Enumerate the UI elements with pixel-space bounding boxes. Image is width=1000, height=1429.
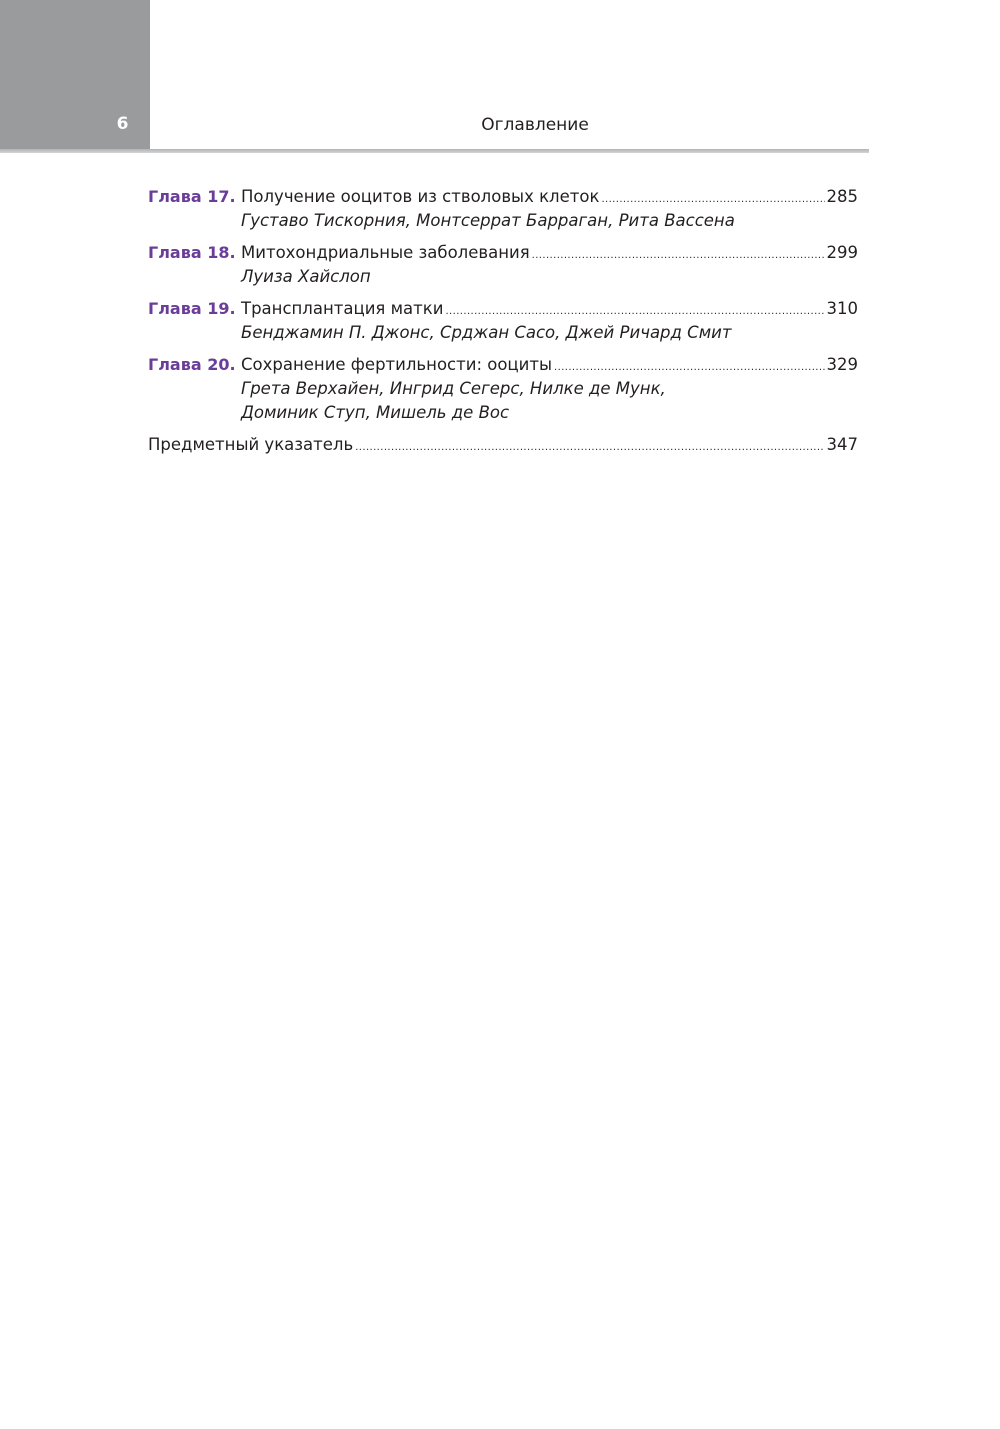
toc-entry-chapter-18[interactable] <box>148 241 858 289</box>
chapter-authors: Густаво Тискорния, Монтсеррат Барраган, Рита Вассена <box>241 211 735 230</box>
running-title: Оглавление <box>481 115 589 135</box>
page-ref: 310 <box>826 299 858 318</box>
toc-entry-chapter-17[interactable] <box>148 185 858 233</box>
chapter-title: Получение ооцитов из стволовых клеток <box>241 187 600 206</box>
index-title: Предметный указатель <box>148 435 354 454</box>
toc-entry-index[interactable] <box>148 433 858 457</box>
toc-entry-chapter-19[interactable] <box>148 297 858 345</box>
header-rule <box>0 149 869 153</box>
chapter-authors: Бенджамин П. Джонс, Срджан Сасо, Джей Ричард Смит <box>241 323 732 342</box>
chapter-label: Глава 18. <box>148 243 236 262</box>
chapter-title: Трансплантация матки <box>241 299 444 318</box>
toc-entry-chapter-20[interactable] <box>148 353 858 425</box>
page-ref: 299 <box>826 243 858 262</box>
chapter-authors-line-1: Грета Верхайен, Ингрид Сегерс, Нилке де Мунк, <box>241 379 666 398</box>
table-of-contents <box>148 185 858 465</box>
dot-leader <box>355 436 824 460</box>
chapter-label: Глава 19. <box>148 299 236 318</box>
chapter-title: Сохранение фертильности: ооциты <box>241 355 553 374</box>
page-ref: 347 <box>826 435 858 454</box>
chapter-label: Глава 17. <box>148 187 236 206</box>
chapter-authors: Луиза Хайслоп <box>241 267 371 286</box>
chapter-authors-line-2: Доминик Ступ, Мишель де Вос <box>241 403 510 422</box>
chapter-label: Глава 20. <box>148 355 236 374</box>
page-ref: 329 <box>826 355 858 374</box>
dot-leader <box>532 244 825 268</box>
page-ref: 285 <box>826 187 858 206</box>
page-number: 6 <box>116 114 129 134</box>
chapter-title: Митохондриальные заболевания <box>241 243 530 262</box>
